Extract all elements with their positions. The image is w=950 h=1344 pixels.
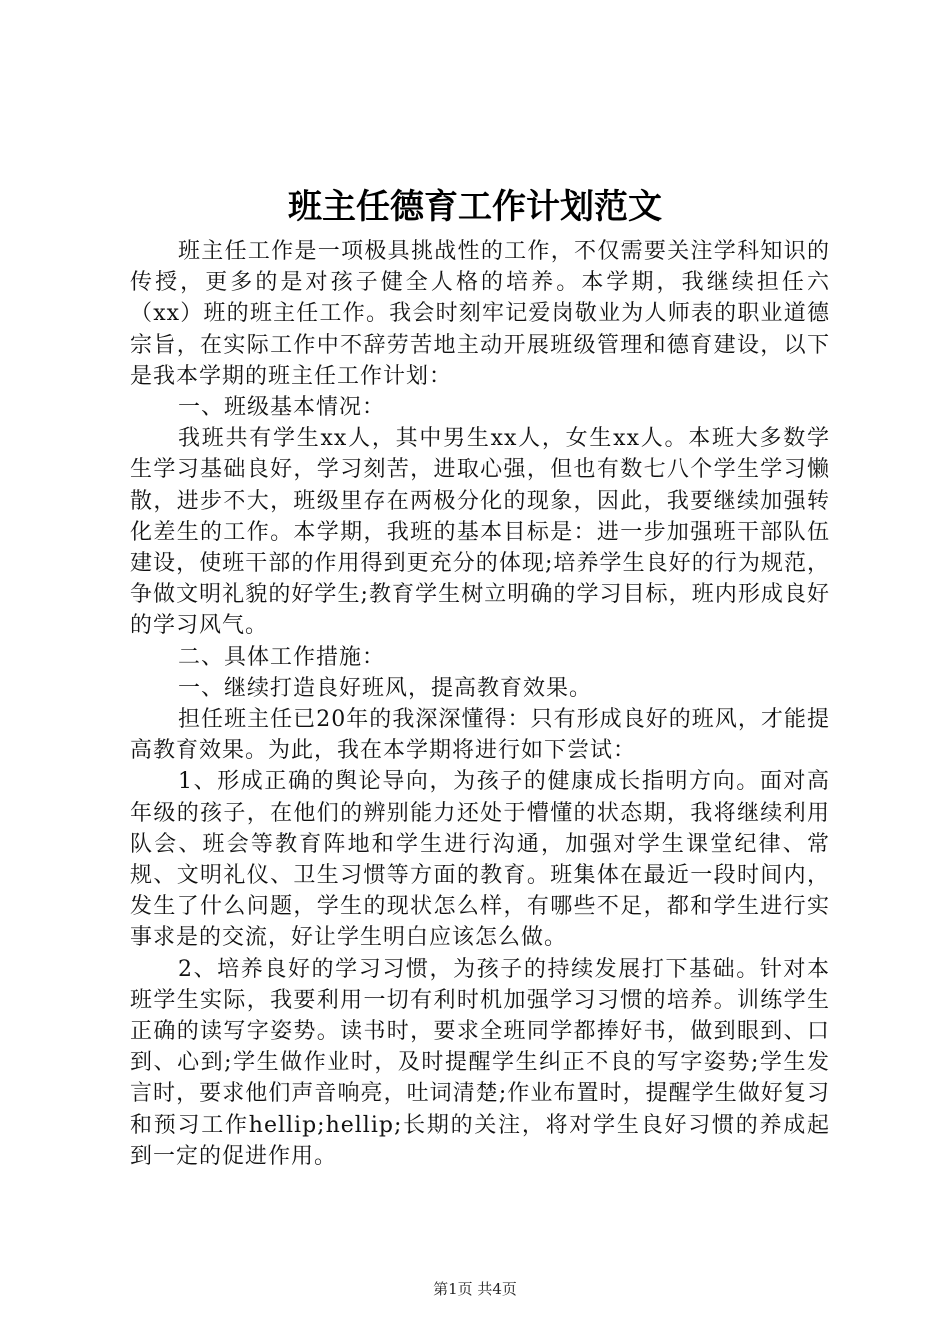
page-footer: 第1页 共4页 [433,1280,517,1298]
heading-work-measures: 二、具体工作措施： [178,644,386,670]
document-title: 班主任德育工作计划范文 [288,187,662,227]
paragraph-item-2: 2、培养良好的学习习惯，为孩子的持续发展打下基础。针对本班学生实际，我要利用一切有利时机加强学习习惯的培养。训练学生正确的读写字姿势。读书时，要求全班同学都捧好书，做到眼到、口到、心到;学生做作业时，及时提醒学生纠正不良的写字姿势;学生发言时，要求他们声音响亮，吐词清楚;作业布置时，提醒学生做好复习和预习工作hellip;hellip;长期的关注，将对学生良好习惯的养成起到一定的促进作用。 [130,956,830,1169]
paragraph-item-1: 1、形成正确的舆论导向，为孩子的健康成长指明方向。面对高年级的孩子，在他们的辨别能力还处于懵懂的状态期，我将继续利用队会、班会等教育阵地和学生进行沟通，加强对学生课堂纪律、常规、文明礼仪、卫生习惯等方面的教育。班集体在最近一段时间内，发生了什么问题，学生的现状怎么样，有哪些不足，都和学生进行实事求是的交流，好让学生明白应该怎么做。 [130,769,830,951]
document-body [130,236,830,1172]
paragraph-class-overview: 我班共有学生xx人，其中男生xx人，女生xx人。本班大多数学生学习基础良好，学习刻苦，进取心强，但也有数七八个学生学习懒散，进步不大，班级里存在两极分化的现象，因此，我要继续加强转化差生的工作。本学期，我班的基本目标是：进一步加强班干部队伍建设，使班干部的作用得到更充分的体现;培养学生良好的行为规范，争做文明礼貌的好学生;教育学生树立明确的学习目标，班内形成良好的学习风气。 [130,426,830,639]
heading-class-overview: 一、班级基本情况： [178,395,386,421]
paragraph-intro: 班主任工作是一项极具挑战性的工作，不仅需要关注学科知识的传授，更多的是对孩子健全人格的培养。本学期，我继续担任六（xx）班的班主任工作。我会时刻牢记爱岗敬业为人师表的职业道德宗旨，在实际工作中不辞劳苦地主动开展班级管理和德育建设，以下是我本学期的班主任工作计划： [130,239,830,389]
paragraph-class-spirit: 担任班主任已20年的我深深懂得：只有形成良好的班风，才能提高教育效果。为此，我在本学期将进行如下尝试： [130,707,830,764]
subheading-class-spirit: 一、继续打造良好班风，提高教育效果。 [178,675,593,701]
